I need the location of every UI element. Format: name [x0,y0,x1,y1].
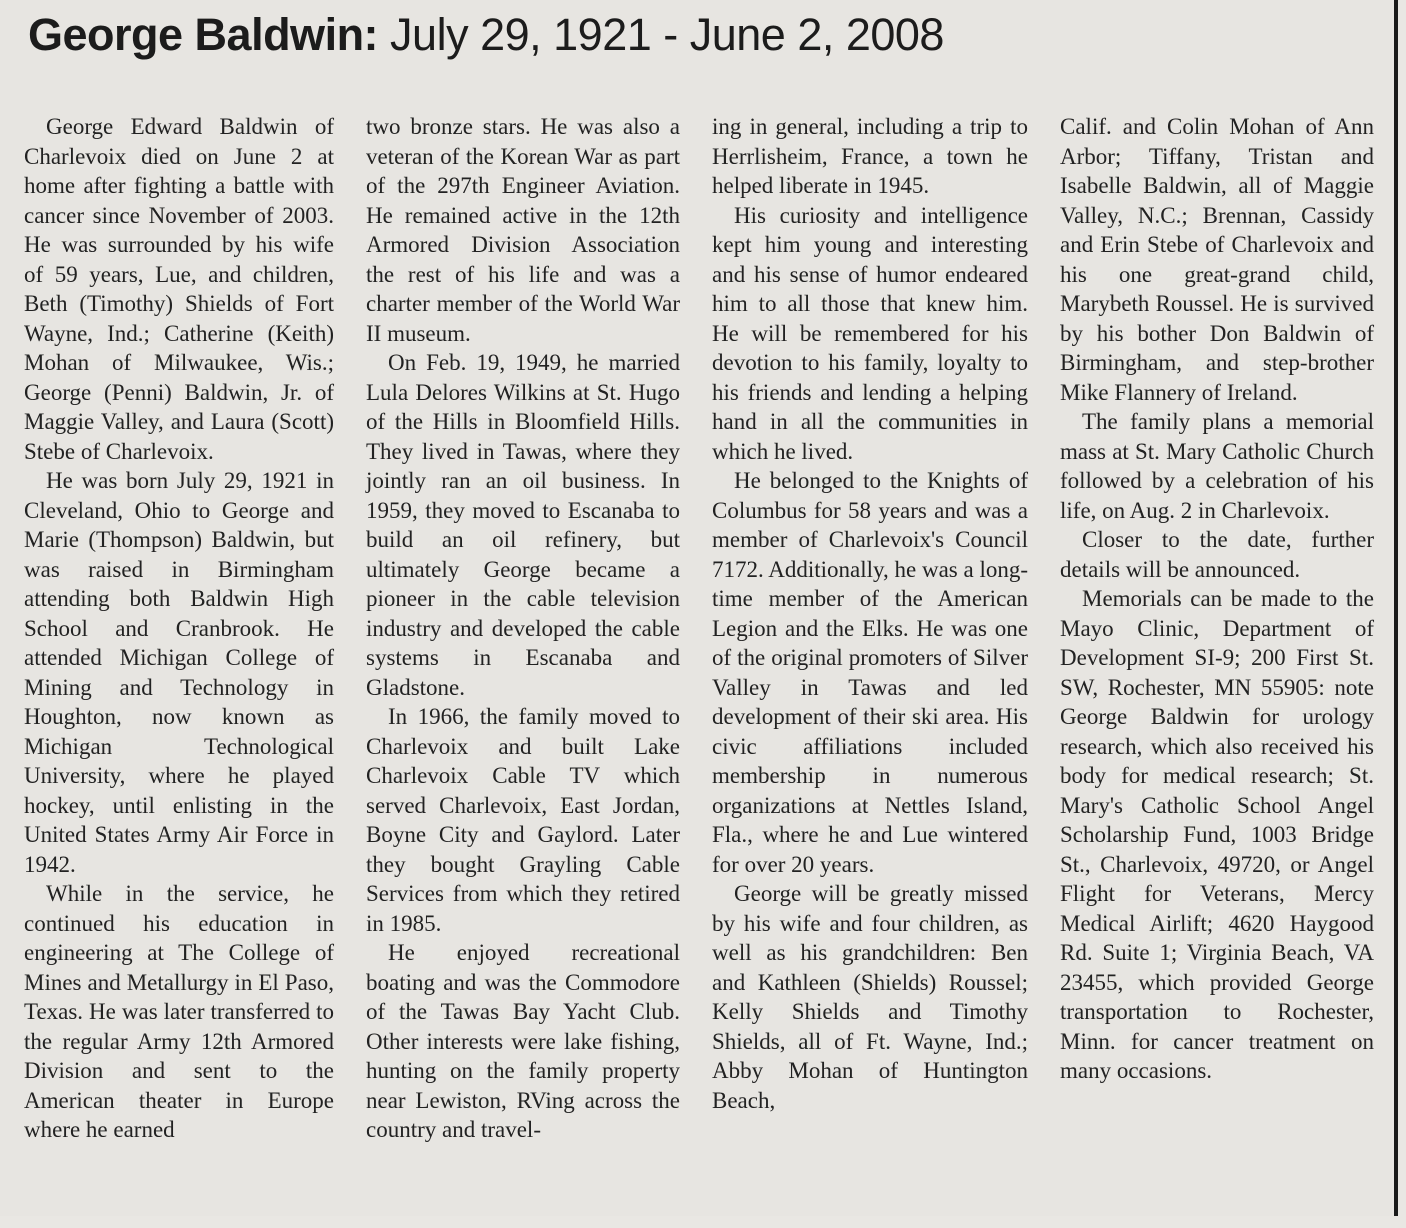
paragraph: On Feb. 19, 1949, he married Lula Delores Wilkins at St. Hugo of the Hills in Bloomfield Hills. They lived in Tawas, where they jointly ran an oil business. In 1959, they moved to Escanaba to build an oil refinery, but ultimately George became a pioneer in the cable television industry and developed the cable systems in Escanaba and Gladstone. [366,350,680,700]
paragraph: George Edward Baldwin of Charlevoix died on June 2 at home after fighting a battle with cancer since November of 2003. He was surrounded by his wife of 59 years, Lue, and children, Beth (Timothy) Shields of Fort Wayne, Ind.; Catherine (Keith) Mohan of Milwaukee, Wis.; George (Penni) Baldwin, Jr. of Maggie Valley, and Laura (Scott) Stebe of Charlevoix. [24,114,334,464]
headline-name: George Baldwin: [28,9,379,60]
paragraph: Memorials can be made to the Mayo Clinic, Department of Development SI-9; 200 First St. SW, Rochester, MN 55905: note George Baldwin for urology research, which also received his body for medical research; St. Mary's Catholic School Angel Scholarship Fund, 1003 Bridge St., Charlevoix, 49720, or Angel Flight for Veterans, Mercy Medical Airlift; 4620 Haygood Rd. Suite 1; Virginia Beach, VA 23455, which provided George transportation to Rochester, Minn. for cancer treatment on many occasions. [1060,586,1374,1083]
paragraph: George will be greatly missed by his wife and four children, as well as his grandchildren: Ben and Kathleen (Shields) Roussel; Kelly Shields and Timothy Shields, all of Ft. Wayne, Ind.; Abby Mohan of Huntington Beach, [712,881,1028,1113]
paragraph: two bronze stars. He was also a veteran of the Korean War as part of the 297th Engineer Aviation. He remained active in the 12th Armored Division Association the rest of his life and was a charter member of the World War II museum. [366,114,680,346]
paragraph: Calif. and Colin Mohan of Ann Arbor; Tiffany, Tristan and Isabelle Baldwin, all of Maggie Valley, N.C.; Brennan, Cassidy and Erin Stebe of Charlevoix and his one great-grand child, Marybeth Roussel. He is survived by his bother Don Baldwin of Birmingham, and step-brother Mike Flannery of Ireland. [1060,114,1374,405]
paragraph: While in the service, he continued his education in engineering at The College of Mines and Metallurgy in El Paso, Texas. He was later transferred to the regular Army 12th Armored Division and sent to the American theater in Europe where he earned [24,881,334,1142]
paragraph: In 1966, the family moved to Charlevoix and built Lake Charlevoix Cable TV which served Charlevoix, East Jordan, Boyne City and Gaylord. Later they bought Grayling Cable Services from which they retired in 1985. [366,704,680,936]
paragraph: The family plans a memorial mass at St. Mary Catholic Church followed by a celebration of his life, on Aug. 2 in Charlevoix. [1060,409,1374,523]
paragraph: Closer to the date, further details will be announced. [1060,527,1374,582]
article-column-3 [712,112,1028,1115]
paragraph: He was born July 29, 1921 in Cleveland, Ohio to George and Marie (Thompson) Baldwin, but was raised in Birmingham attending both Baldwin High School and Cranbrook. He attended Michigan College of Mining and Technology in Houghton, now known as Michigan Technological University, where he played hockey, until enlisting in the United States Army Air Force in 1942. [24,468,334,877]
article-column-2 [366,112,680,1145]
paragraph: ing in general, including a trip to Herrlisheim, France, a town he helped liberate in 1945. [712,114,1028,198]
article-column-4 [1060,112,1374,1086]
next-article-headline-cropped [28,1198,448,1228]
column-rule [1394,0,1398,1216]
headline-dates: July 29, 1921 - June 2, 2008 [378,9,944,60]
article-column-1 [24,112,334,1145]
paragraph: His curiosity and intelligence kept him young and interesting and his sense of humor endeared him to all those that knew him. He will be remembered for his devotion to his family, loyalty to his friends and lending a helping hand in all the communities in which he lived. [712,202,1028,464]
headline [28,8,944,62]
paragraph: He belonged to the Knights of Columbus for 58 years and was a member of Charlevoix's Council 7172. Additionally, he was a long-time member of the American Legion and the Elks. He was one of the original promoters of Silver Valley in Tawas and led development of their ski area. His civic affiliations included membership in numerous organizations at Nettles Island, Fla., where he and Lue wintered for over 20 years. [712,468,1028,877]
paragraph: He enjoyed recreational boating and was the Commodore of the Tawas Bay Yacht Club. Other interests were lake fishing, hunting on the family property near Lewiston, RVing across the country and travel- [366,940,680,1142]
